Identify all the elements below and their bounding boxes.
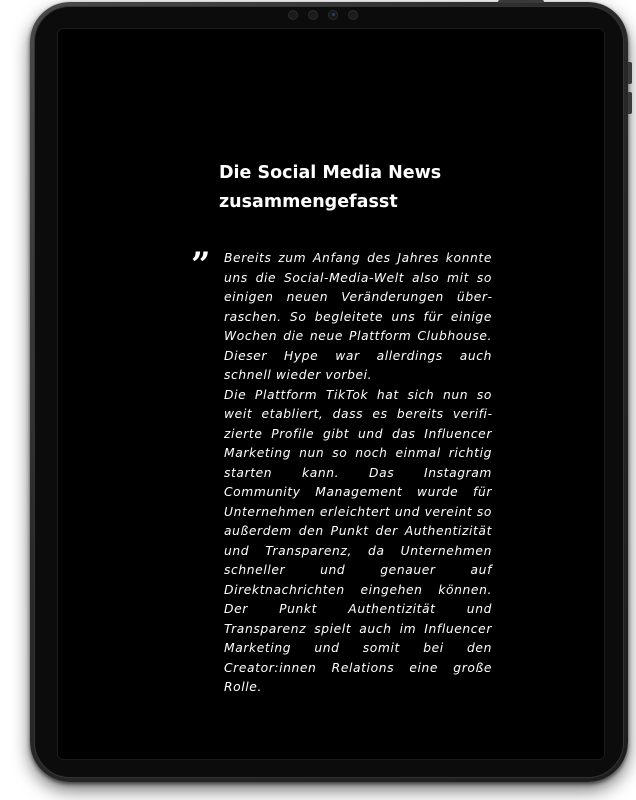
volume-up-button [628, 62, 632, 84]
article-paragraph: Bereits zum Anfang des Jahres konnte uns die Social-Media-Welt also mit so einigen neuen Veränderungen überraschen. So begleitete uns für einige Wochen die neue Plattform Clubhouse. Dieser Hype war allerdings auch schnell wieder vorbei. [224, 251, 492, 382]
tablet-device-frame [30, 2, 628, 782]
article-paragraph: Die Plattform TikTok hat sich nun so weit etabliert, dass es bereits verifizierte Profile gibt und das Influencer Marketing nun so noch einmal richtig starten kann. Das Instagram Community Management wurde für Unternehmen erleichtert und vereint so außerdem den Punkt der Authentizität und Transparenz, da Unternehmen schneller und genauer auf Direktnachrichten eingehen können. Der Punkt Authentizität und Transparenz spielt auch im Influencer Marketing und somit bei den Creator:innen Relations eine große Rolle. [224, 387, 492, 694]
sensor-dot [288, 10, 298, 20]
article-body [224, 249, 492, 698]
tablet-screen [57, 28, 605, 760]
quote-icon: ” [191, 245, 211, 285]
sensor-array [288, 10, 358, 20]
sensor-dot [308, 10, 318, 20]
camera-icon [328, 10, 338, 20]
volume-down-button [628, 92, 632, 114]
top-button [498, 0, 544, 3]
sensor-dot [348, 10, 358, 20]
article-title: Die Social Media News zusammengefasst [219, 163, 442, 212]
